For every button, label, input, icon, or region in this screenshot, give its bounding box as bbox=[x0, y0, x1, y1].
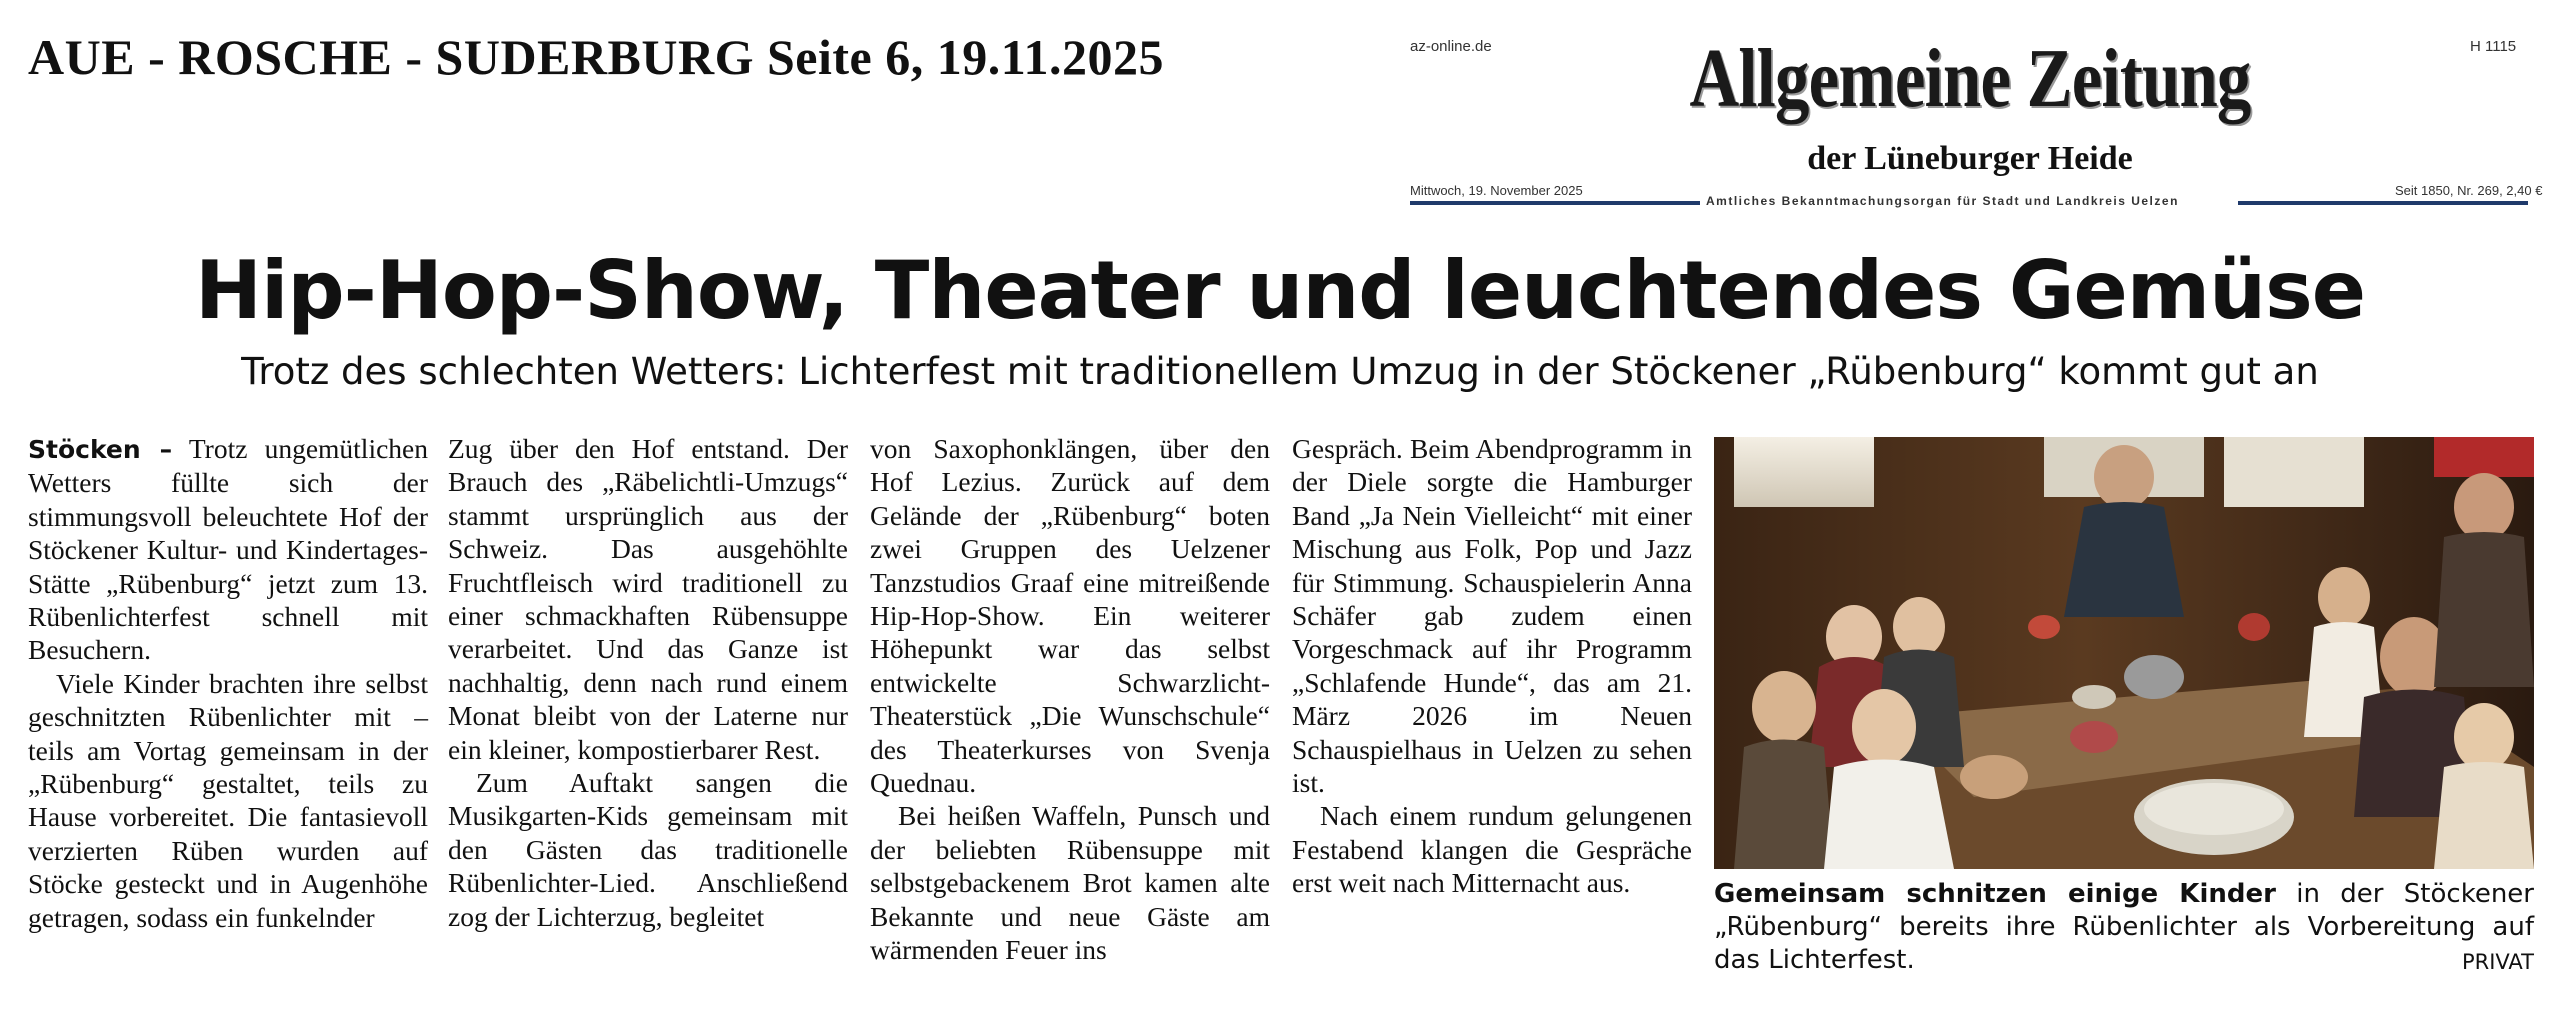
text-column-4 bbox=[1292, 432, 1692, 992]
caption-bold: Gemeinsam schnitzen einige Kinder bbox=[1714, 879, 2276, 909]
paragraph: Gespräch. Beim Abendprogramm in der Diele sorgte die Hamburger Band „Ja Nein Vielleicht“ mit einer Mischung aus Folk, Pop und Jazz für Stimmung. Schauspielerin Anna Schäfer gab zudem einen Vorgeschmack auf ihr Programm „Schlafende Hunde“, das am 21. März 2026 im Neuen Schauspielhaus in Uelzen zu sehen ist. bbox=[1292, 433, 1692, 799]
text-column-3 bbox=[870, 432, 1270, 992]
article-photo bbox=[1714, 437, 2534, 869]
photo-children-carving-turnips-icon bbox=[1714, 437, 2534, 869]
paragraph: Viele Kinder brachten ihre selbst geschnitzten Rübenlichter mit – teils am Vortag gemeinsam in der „Rübenburg“ gestaltet, teils zu Hause vorbereitet. Die fantasievoll verzierten Rüben wurden auf Stöcke gesteckt und in Augenhöhe getragen, sodass ein funkelnder bbox=[28, 667, 428, 933]
caption-text: in der Stöckener „Rübenburg“ bereits ihre Rübenlichter als Vorbereitung auf das Lichterfest. bbox=[1714, 879, 2534, 975]
text-column-1 bbox=[28, 432, 428, 992]
paragraph: Zum Auftakt sangen die Musikgarten-Kids gemeinsam mit den Gästen das traditionelle Rübenlichter-Lied. Anschließend zog der Lichterzug, begleitet bbox=[448, 767, 848, 932]
newspaper-subtitle: der Lüneburger Heide bbox=[1807, 140, 2133, 177]
paragraph: Bei heißen Waffeln, Punsch und der beliebten Rübensuppe mit selbstgebackenem Brot kamen alte Bekannte und neue Gäste am wärmenden Feuer ins bbox=[870, 800, 1270, 966]
official-organ-line: Amtliches Bekanntmachungsorgan für Stadt und Landkreis Uelzen bbox=[1706, 194, 2179, 208]
newspaper-title: Allgemeine Zeitung bbox=[1689, 32, 2251, 125]
paragraph bbox=[28, 432, 428, 667]
paragraph: von Saxophonklängen, über den Hof Lezius. Zurück auf dem Gelände der „Rübenburg“ boten zwei Gruppen des Uelzener Tanzstudios Graaf eine mitreißende Hip-Hop-Show. Ein weiterer Höhepunkt war das selbst entwickelte Schwarzlicht-Theaterstück „Die Wunschschule“ des Theaterkurses von Svenja Quednau. bbox=[870, 433, 1270, 799]
rule-left bbox=[1410, 201, 1700, 205]
dateline: Stöcken – bbox=[28, 435, 173, 464]
issue-date: Mittwoch, 19. November 2025 bbox=[1410, 183, 1583, 198]
section-header: AUE - ROSCHE - SUDERBURG Seite 6, 19.11.2025 bbox=[28, 29, 1164, 85]
photo-credit: PRIVAT bbox=[2461, 950, 2534, 974]
page-code: H 1115 bbox=[2470, 38, 2517, 55]
issue-number: Seit 1850, Nr. 269, 2,40 € bbox=[2395, 183, 2543, 198]
paragraph: Nach einem rundum gelungenen Festabend klangen die Gespräche erst weit nach Mitternacht aus. bbox=[1292, 800, 1692, 899]
rule-right bbox=[2238, 201, 2528, 205]
text-column-2 bbox=[448, 432, 848, 992]
site-url: az-online.de bbox=[1410, 38, 1492, 55]
paragraph-text: Trotz ungemütlichen Wetters füllte sich der stimmungsvoll beleuchtete Hof der Stöckener Kultur- und Kindertages-Stätte „Rübenburg“ jetzt zum 13. Rübenlichterfest schnell mit Besuchern. bbox=[28, 433, 428, 666]
article-subheadline: Trotz des schlechten Wetters: Lichterfest mit traditionellem Umzug in der Stöckener „Rübenburg“ kommt gut an bbox=[241, 350, 2319, 393]
article-headline: Hip-Hop-Show, Theater und leuchtendes Gemüse bbox=[195, 244, 2365, 337]
paragraph: Zug über den Hof entstand. Der Brauch des „Räbelichtli-Umzugs“ stammt ursprünglich aus der Schweiz. Das ausgehöhlte Fruchtfleisch wird traditionell zu einer schmackhaften Rübensuppe verarbeitet. Und das Ganze ist nachhaltig, denn nach rund einem Monat bleibt von der Laterne nur ein kleiner, kompostierbarer Rest. bbox=[448, 433, 848, 765]
